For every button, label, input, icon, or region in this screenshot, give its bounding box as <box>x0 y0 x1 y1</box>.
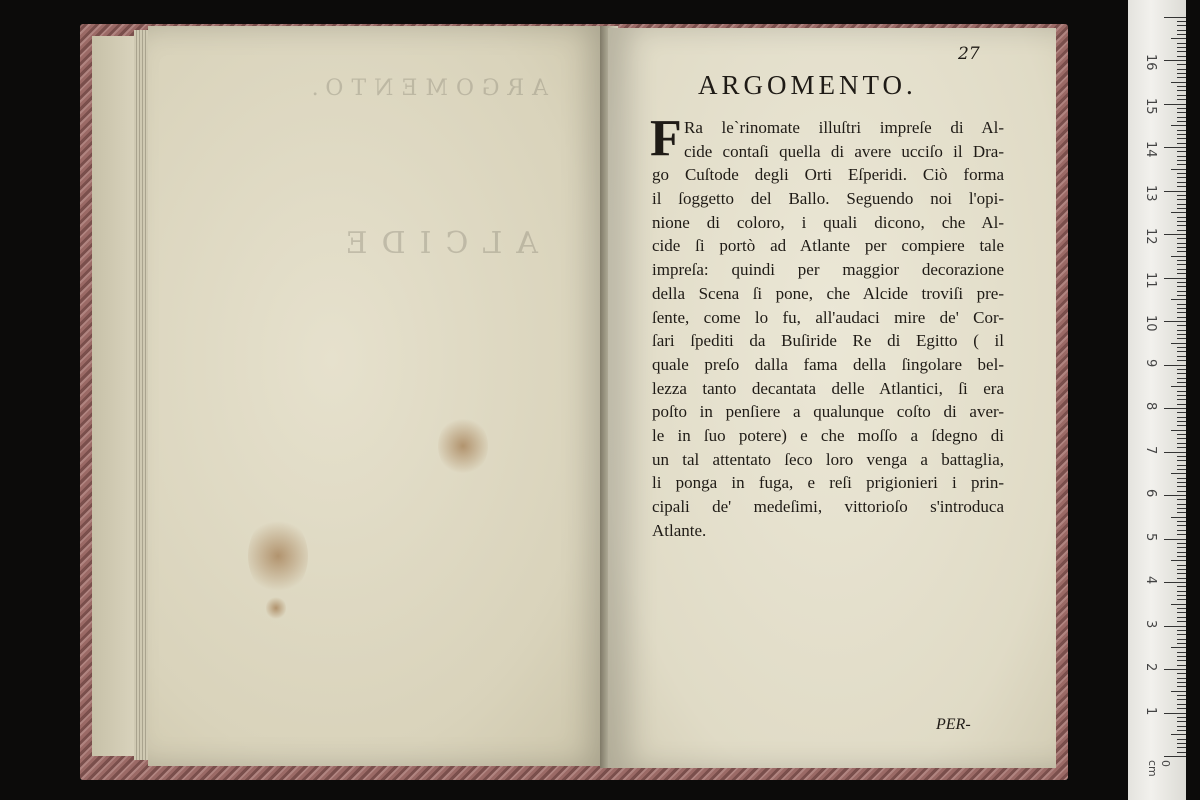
ruler-tick <box>1171 343 1186 344</box>
text-line: cide ſi portò ad Atlante per compiere tale <box>652 236 1004 256</box>
ruler-tick <box>1177 695 1186 696</box>
text-line: poſto in penſiere a qualunque coſto di aver- <box>652 402 1004 422</box>
text-line: quale preſo dalla fama della ſingolare bel- <box>652 354 1004 374</box>
ruler-tick <box>1171 386 1186 387</box>
text-line: il ſoggetto del Ballo. Seguendo noi l'opi- <box>652 189 1004 209</box>
ruler-tick <box>1177 204 1186 205</box>
ruler-tick <box>1177 499 1186 500</box>
ruler-tick <box>1164 626 1186 627</box>
ruler-tick <box>1177 356 1186 357</box>
ruler-number: 6 <box>1143 489 1158 498</box>
page-heading: ARGOMENTO. <box>698 70 917 100</box>
text-line: impreſa: quindi per maggior decorazione <box>652 260 1004 280</box>
ruler-tick <box>1177 47 1186 48</box>
text-line: Ra le`rinomate illuſtri impreſe di Al- <box>684 118 1004 137</box>
ruler-tick <box>1177 486 1186 487</box>
ruler-tick <box>1177 460 1186 461</box>
ruler-tick <box>1177 482 1186 483</box>
ruler-tick <box>1177 612 1186 613</box>
ruler-number: 2 <box>1143 663 1158 672</box>
ruler-tick <box>1177 304 1186 305</box>
ruler-tick <box>1177 273 1186 274</box>
ruler-tick <box>1177 747 1186 748</box>
ruler-tick <box>1177 543 1186 544</box>
ruler-tick <box>1177 412 1186 413</box>
ruler-tick <box>1177 247 1186 248</box>
ruler-tick <box>1171 517 1186 518</box>
ruler-tick <box>1177 525 1186 526</box>
ruler-tick <box>1177 686 1186 687</box>
ruler-number: 3 <box>1143 619 1158 628</box>
ruler-tick <box>1177 325 1186 326</box>
ruler-tick <box>1171 256 1186 257</box>
ruler-tick <box>1164 669 1186 670</box>
ruler-tick <box>1177 556 1186 557</box>
ruler-tick <box>1177 282 1186 283</box>
ruler-tick <box>1177 217 1186 218</box>
ruler-tick <box>1177 530 1186 531</box>
ruler-tick <box>1177 117 1186 118</box>
ruler-tick <box>1177 351 1186 352</box>
ruler-tick <box>1177 447 1186 448</box>
ruler-tick <box>1164 278 1186 279</box>
ruler-tick <box>1177 130 1186 131</box>
ruler-tick <box>1177 95 1186 96</box>
ruler-tick <box>1177 465 1186 466</box>
ruler-tick <box>1177 90 1186 91</box>
ruler-tick <box>1177 134 1186 135</box>
ruler-number: 10 <box>1143 315 1158 332</box>
ruler-tick <box>1171 169 1186 170</box>
ruler-tick <box>1171 82 1186 83</box>
ruler-tick <box>1177 347 1186 348</box>
ruler-tick <box>1177 156 1186 157</box>
ruler-tick <box>1177 56 1186 57</box>
ruler-tick <box>1177 186 1186 187</box>
ruler-tick <box>1177 717 1186 718</box>
ruler-tick <box>1177 421 1186 422</box>
ruler-tick <box>1177 286 1186 287</box>
ruler-tick <box>1177 521 1186 522</box>
measurement-ruler <box>1128 0 1186 800</box>
ruler-tick <box>1177 108 1186 109</box>
ruler-tick <box>1171 212 1186 213</box>
ruler-tick <box>1177 438 1186 439</box>
ruler-tick <box>1164 756 1186 757</box>
ruler-tick <box>1177 182 1186 183</box>
ruler-tick <box>1177 208 1186 209</box>
ruler-tick <box>1177 43 1186 44</box>
ruler-tick <box>1171 691 1186 692</box>
ruler-tick <box>1177 578 1186 579</box>
ruler-tick <box>1164 713 1186 714</box>
ruler-tick <box>1177 552 1186 553</box>
ruler-tick <box>1177 621 1186 622</box>
ruler-number: 1 <box>1143 706 1158 715</box>
text-line: ſente, come lo fu, all'audaci mire de' Cor- <box>652 307 1004 327</box>
ruler-number: 15 <box>1143 97 1158 115</box>
bleed-title: ARGOMENTO. <box>303 76 548 101</box>
show-through-text <box>148 26 608 766</box>
ruler-tick <box>1164 191 1186 192</box>
ruler-tick <box>1177 673 1186 674</box>
page-number: 27 <box>958 44 980 64</box>
ruler-tick <box>1177 395 1186 396</box>
ruler-tick <box>1177 291 1186 292</box>
ruler-tick <box>1177 508 1186 509</box>
ruler-number: 8 <box>1143 402 1158 411</box>
ruler-tick <box>1177 30 1186 31</box>
text-line: ſari ſpediti da Buſiride Re di Egitto ( il <box>652 331 1004 351</box>
ruler-tick <box>1177 630 1186 631</box>
text-line: li ponga in fuga, e reſi prigionieri i prin- <box>652 473 1004 493</box>
ruler-number: 16 <box>1143 54 1158 71</box>
ruler-tick <box>1164 234 1186 235</box>
ruler-tick <box>1177 617 1186 618</box>
ruler-tick <box>1164 452 1186 453</box>
ruler-tick <box>1177 86 1186 87</box>
ruler-tick <box>1177 317 1186 318</box>
ruler-tick <box>1177 373 1186 374</box>
ruler-tick <box>1177 547 1186 548</box>
ruler-tick <box>1177 164 1186 165</box>
ruler-tick <box>1171 604 1186 605</box>
ruler-number: 4 <box>1143 576 1158 585</box>
text-line: un tal attentato ſeco loro venga a battaglia, <box>652 449 1004 469</box>
ruler-tick <box>1171 38 1186 39</box>
ruler-tick <box>1177 225 1186 226</box>
ruler-tick <box>1177 21 1186 22</box>
ruler-tick <box>1177 243 1186 244</box>
ruler-number: 7 <box>1143 445 1158 454</box>
ruler-tick <box>1177 678 1186 679</box>
ruler-tick <box>1177 708 1186 709</box>
ruler-tick <box>1177 269 1186 270</box>
catchword: PER- <box>936 716 971 733</box>
ruler-tick <box>1177 112 1186 113</box>
ruler-tick <box>1177 69 1186 70</box>
ruler-tick <box>1177 264 1186 265</box>
drop-cap: F <box>650 110 682 167</box>
ruler-tick <box>1177 34 1186 35</box>
ruler-tick <box>1177 586 1186 587</box>
ruler-tick <box>1177 665 1186 666</box>
ruler-tick <box>1177 704 1186 705</box>
ruler-number: 12 <box>1143 228 1158 245</box>
text-line: Atlante. <box>652 520 707 540</box>
ruler-tick <box>1177 504 1186 505</box>
ruler-tick <box>1177 404 1186 405</box>
ruler-tick <box>1177 51 1186 52</box>
ruler-tick <box>1177 378 1186 379</box>
text-line: lezza tanto decantata delle Atlantici, ſi era <box>652 378 1004 398</box>
ruler-tick <box>1177 334 1186 335</box>
ruler-tick <box>1177 251 1186 252</box>
ruler-tick <box>1164 495 1186 496</box>
ruler-tick <box>1177 143 1186 144</box>
ruler-tick <box>1177 739 1186 740</box>
ruler-tick <box>1171 647 1186 648</box>
ruler-tick <box>1177 338 1186 339</box>
foxing-stain <box>266 596 286 620</box>
ruler-tick <box>1177 369 1186 370</box>
body-text <box>650 110 1004 542</box>
ruler-tick <box>1177 417 1186 418</box>
ruler-tick <box>1171 734 1186 735</box>
ruler-tick <box>1164 147 1186 148</box>
ruler-tick <box>1177 573 1186 574</box>
text-line: cide contaſi quella di avere ucciſo il Dra- <box>684 141 1004 161</box>
ruler-tick <box>1177 173 1186 174</box>
ruler-tick <box>1177 121 1186 122</box>
ruler-number: 14 <box>1143 141 1158 158</box>
ruler-tick <box>1177 151 1186 152</box>
ruler-tick <box>1164 104 1186 105</box>
ruler-tick <box>1177 726 1186 727</box>
text-line: le in ſuo potere) e che moſſo a ſdegno di <box>652 425 1004 445</box>
ruler-tick <box>1177 699 1186 700</box>
ruler-tick <box>1177 595 1186 596</box>
ruler-tick <box>1177 569 1186 570</box>
ruler-tick <box>1177 469 1186 470</box>
ruler-number: 9 <box>1143 358 1158 367</box>
ruler-tick <box>1164 321 1186 322</box>
ruler-tick <box>1177 491 1186 492</box>
ruler-tick <box>1177 260 1186 261</box>
ruler-tick <box>1177 434 1186 435</box>
ruler-tick <box>1177 608 1186 609</box>
ruler-number: 11 <box>1143 271 1158 289</box>
ruler-tick <box>1177 312 1186 313</box>
text-line: cipali de' medeſimi, vittorioſo s'introduca <box>652 497 1004 516</box>
ruler-tick <box>1177 195 1186 196</box>
ruler-tick <box>1177 660 1186 661</box>
ruler-tick <box>1177 743 1186 744</box>
page-stack-edge <box>92 36 136 756</box>
ruler-tick <box>1177 730 1186 731</box>
ruler-tick <box>1177 652 1186 653</box>
ruler-tick <box>1164 539 1186 540</box>
ruler-tick <box>1177 634 1186 635</box>
ruler-tick <box>1171 299 1186 300</box>
ruler-tick <box>1177 64 1186 65</box>
ruler-tick <box>1164 365 1186 366</box>
ruler-tick <box>1177 599 1186 600</box>
ruler-tick <box>1177 138 1186 139</box>
ruler-tick <box>1177 238 1186 239</box>
ruler-tick <box>1177 565 1186 566</box>
ruler-tick <box>1177 591 1186 592</box>
ruler-tick <box>1177 230 1186 231</box>
text-line: nione di coloro, i quali dicono, che Al- <box>652 212 1004 232</box>
ruler-tick <box>1177 752 1186 753</box>
ruler-tick <box>1177 512 1186 513</box>
ruler-tick <box>1177 478 1186 479</box>
ruler-tick <box>1177 682 1186 683</box>
ruler-tick <box>1177 160 1186 161</box>
ruler-tick <box>1164 408 1186 409</box>
ruler-tick <box>1177 721 1186 722</box>
ruler-tick <box>1177 391 1186 392</box>
foxing-stain <box>438 416 488 476</box>
ruler-tick <box>1177 221 1186 222</box>
ruler-tick <box>1177 360 1186 361</box>
ruler-tick <box>1177 199 1186 200</box>
ruler-tick <box>1177 99 1186 100</box>
ruler-tick <box>1177 425 1186 426</box>
ruler-number: 13 <box>1143 184 1158 202</box>
foxing-stain <box>248 516 308 596</box>
ruler-number: 5 <box>1143 532 1158 541</box>
ruler-tick <box>1164 60 1186 61</box>
ruler-tick <box>1177 643 1186 644</box>
ruler-tick <box>1164 17 1186 18</box>
ruler-tick <box>1177 639 1186 640</box>
ruler-tick <box>1177 295 1186 296</box>
ruler-tick <box>1177 308 1186 309</box>
bleed-big-title: ALCIDE <box>331 226 538 261</box>
ruler-tick <box>1177 456 1186 457</box>
ruler-tick <box>1177 382 1186 383</box>
ruler-tick <box>1177 177 1186 178</box>
left-page <box>148 26 608 766</box>
ruler-tick <box>1177 25 1186 26</box>
ruler-tick <box>1171 473 1186 474</box>
ruler-tick <box>1177 534 1186 535</box>
text-line: go Cuſtode degli Orti Eſperidi. Ciò forma <box>652 165 1004 185</box>
ruler-tick <box>1171 560 1186 561</box>
ruler-tick <box>1171 430 1186 431</box>
ruler-tick <box>1177 73 1186 74</box>
text-line: della Scena ſi pone, che Alcide troviſi pre- <box>652 283 1004 303</box>
ruler-tick <box>1177 330 1186 331</box>
ruler-tick <box>1177 656 1186 657</box>
ruler-tick <box>1164 582 1186 583</box>
ruler-tick <box>1171 125 1186 126</box>
ruler-unit-label: 0 cm <box>1146 760 1172 777</box>
ruler-tick <box>1177 399 1186 400</box>
ruler-tick <box>1177 77 1186 78</box>
ruler-tick <box>1177 443 1186 444</box>
